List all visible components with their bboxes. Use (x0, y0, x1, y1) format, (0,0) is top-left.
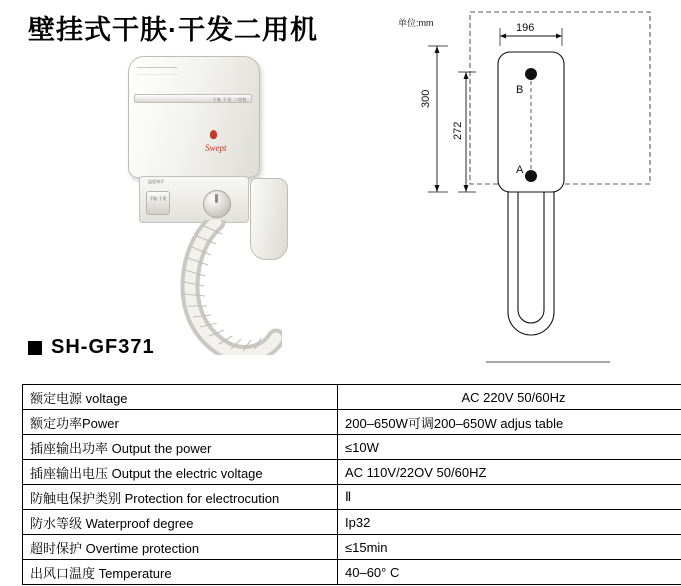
model-row (28, 336, 155, 359)
spec-value: 200–650W可调200–650W adjus table (338, 410, 681, 435)
table-row (23, 435, 681, 460)
spec-value: AC 220V 50/60Hz (338, 385, 681, 410)
spec-label: 插座输出功率 Output the power (23, 435, 338, 460)
spec-label: 额定电源 voltage (23, 385, 338, 410)
square-bullet-icon (28, 341, 42, 355)
page-title: 壁挂式干肤·干发二用机 (28, 15, 318, 45)
brand-script-label: Swept (205, 143, 227, 153)
mode-button: 干肤 干发 (146, 191, 170, 215)
spec-value: ≤10W (338, 435, 681, 460)
dimension-width-label: 196 (516, 22, 535, 34)
spec-value: Ⅱ (338, 485, 681, 510)
table-row (23, 510, 681, 535)
table-row (23, 410, 681, 435)
spec-label: 防触电保护类别 Protection for electrocution (23, 485, 338, 510)
spec-label: 超时保护 Overtime protection (23, 535, 338, 560)
spec-table-body (23, 385, 681, 585)
spec-label: 防水等级 Waterproof degree (23, 510, 338, 535)
panel-small-label: 温度调节 (148, 179, 164, 184)
mount-point-a-label: A (516, 164, 524, 176)
table-row (23, 535, 681, 560)
spec-value: 40–60° C (338, 560, 681, 585)
spec-label: 额定功率Power (23, 410, 338, 435)
table-row (23, 385, 681, 410)
unit-note: 单位:mm (398, 18, 434, 28)
spec-value: AC 110V/22OV 50/60HZ (338, 460, 681, 485)
spec-value: ≤15min (338, 535, 681, 560)
dimension-height-outer-label: 300 (420, 89, 432, 108)
dryer-top-label: 干肤 干发 二用机 (134, 94, 252, 103)
table-row (23, 460, 681, 485)
mount-point-b-label: B (516, 84, 524, 96)
spec-value: Ip32 (338, 510, 681, 535)
table-row (23, 560, 681, 585)
specification-table (22, 384, 681, 585)
model-name: SH-GF371 (51, 336, 155, 358)
table-row (23, 485, 681, 510)
dimension-height-inner-label: 272 (452, 121, 464, 140)
spec-label: 插座输出电压 Output the electric voltage (23, 460, 338, 485)
spec-label: 出风口温度 Temperature (23, 560, 338, 585)
